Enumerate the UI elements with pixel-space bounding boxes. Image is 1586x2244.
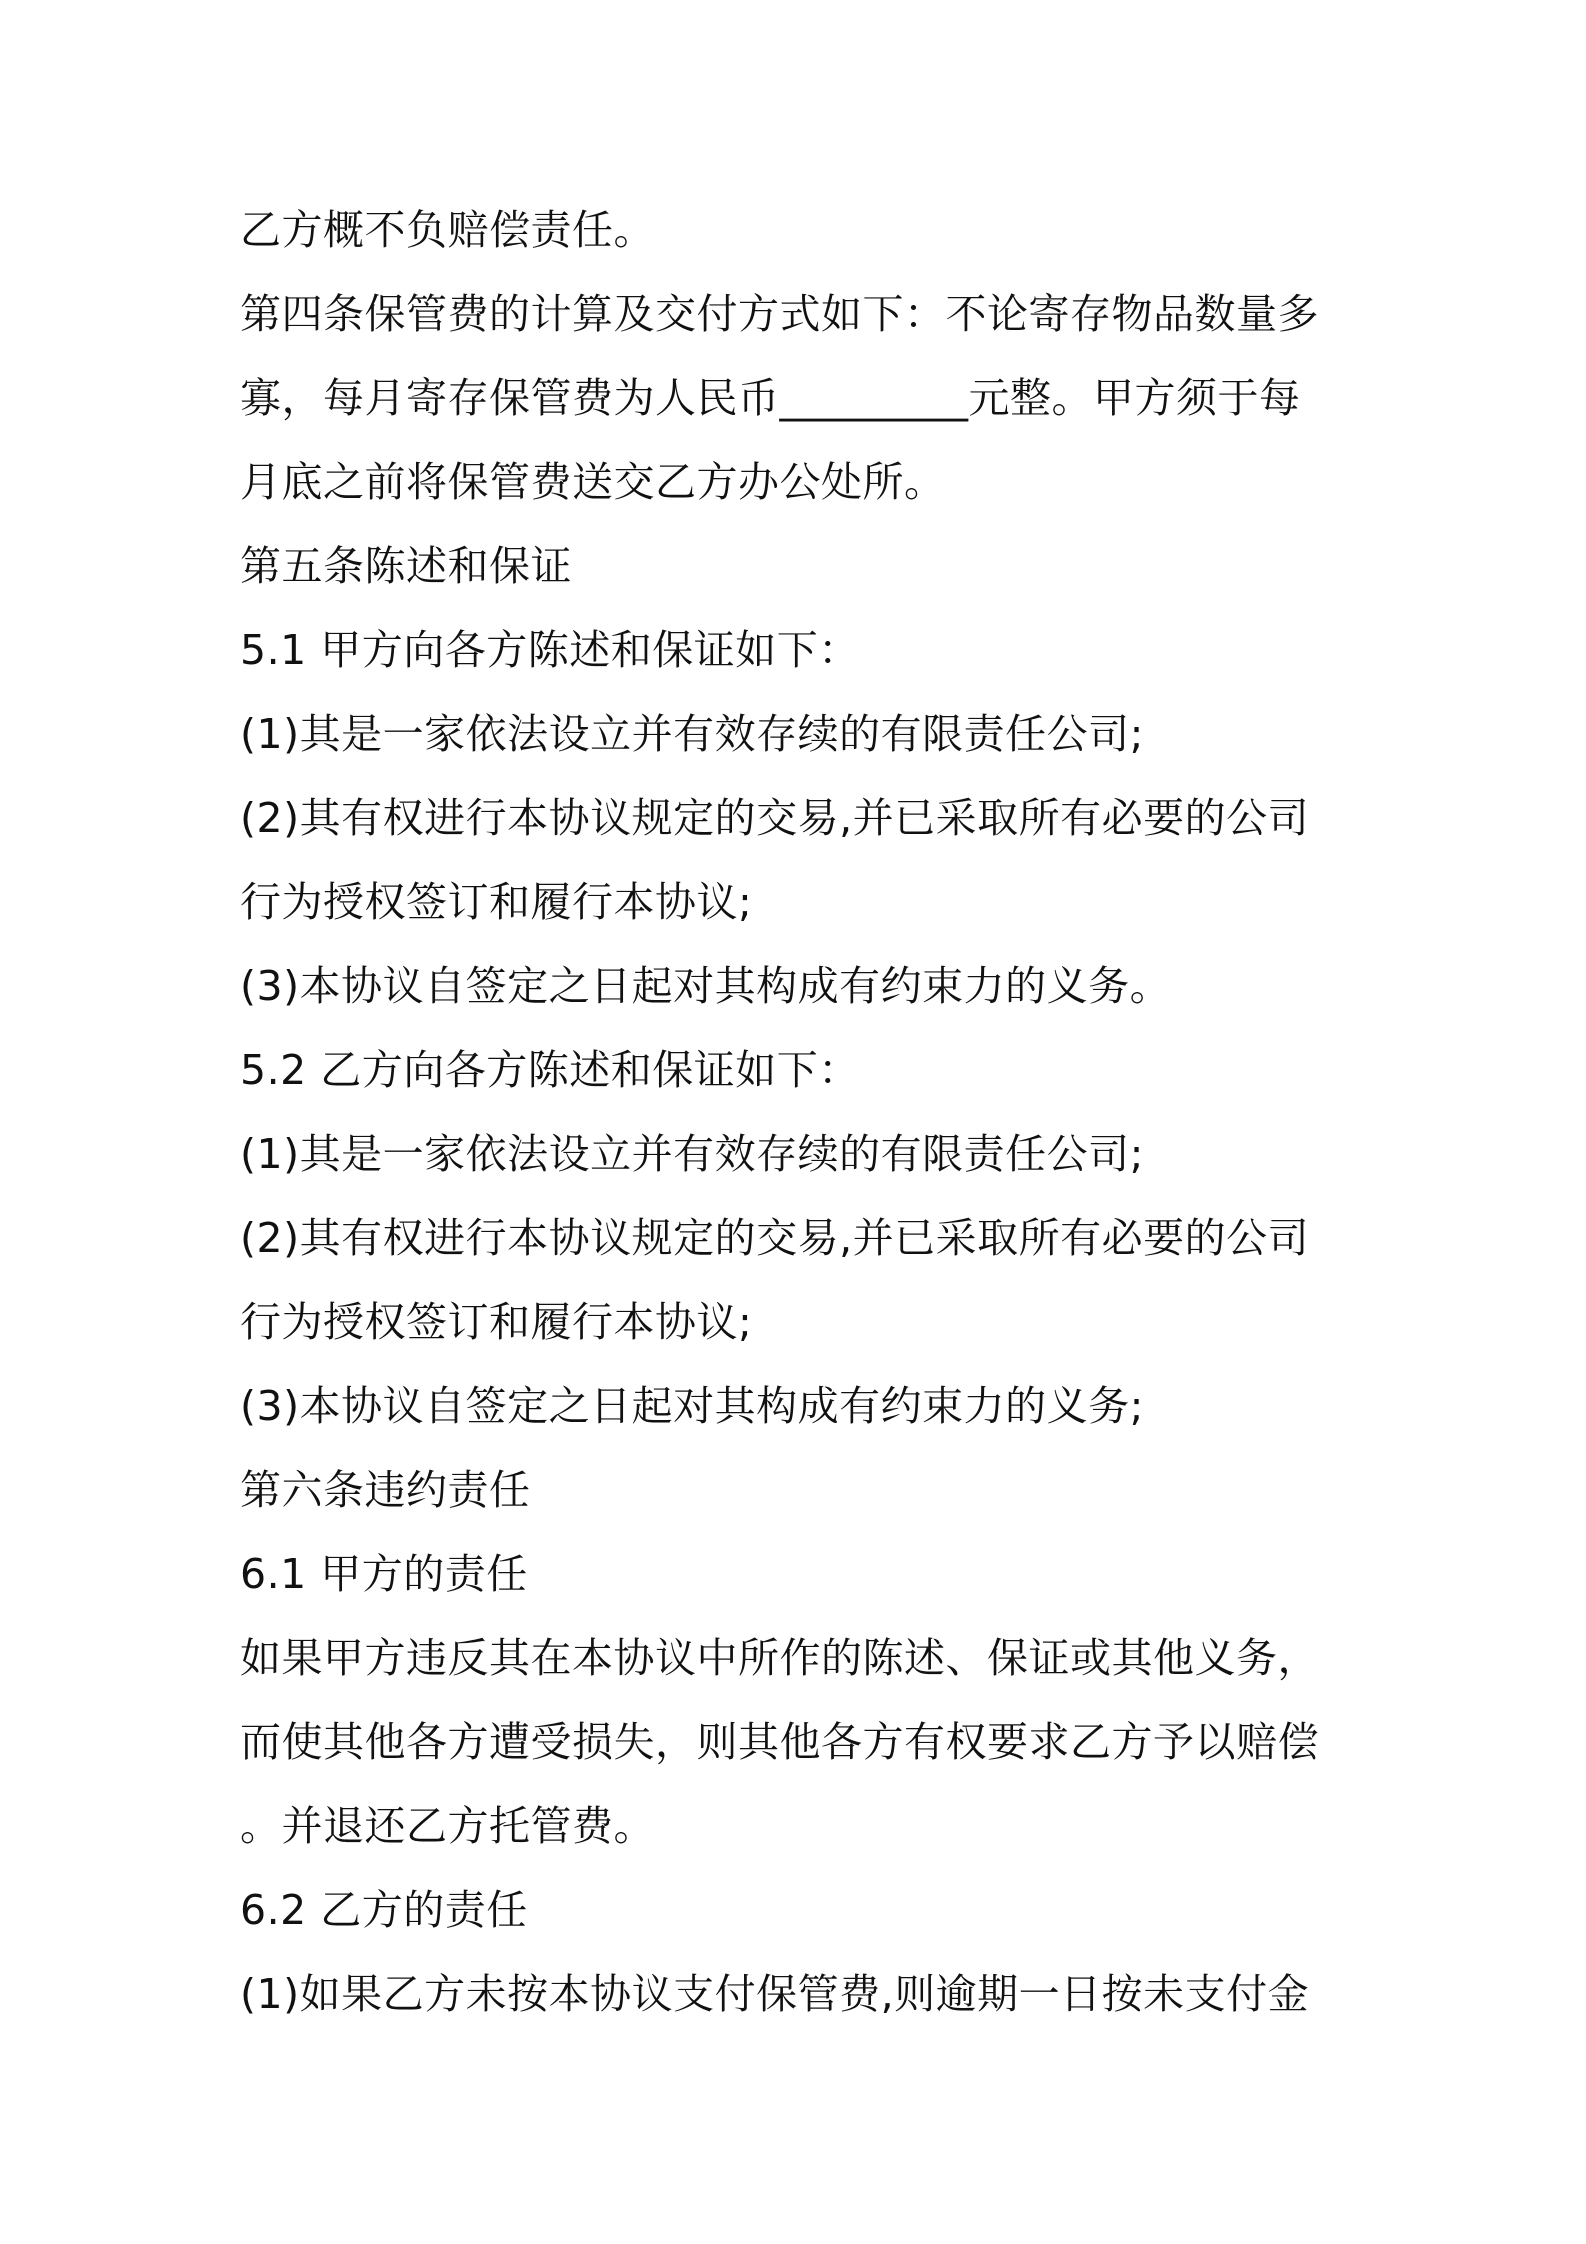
list-item: (3)本协议自签定之日起对其构成有约束力的义务; <box>240 1382 1144 1430</box>
text-line: 寡，每月寄存保管费为人民币_________元整。甲方须于每 <box>240 374 1301 422</box>
list-item: (2)其有权进行本协议规定的交易,并已采取所有必要的公司 <box>240 1214 1310 1262</box>
text-line: 行为授权签订和履行本协议; <box>240 1298 753 1346</box>
text-line: 而使其他各方遭受损失，则其他各方有权要求乙方予以赔偿 <box>240 1718 1319 1766</box>
section-heading: 第五条陈述和保证 <box>240 542 572 590</box>
text-line: 乙方概不负赔偿责任。 <box>240 206 655 254</box>
text-line: 行为授权签订和履行本协议; <box>240 878 753 926</box>
list-item: (3)本协议自签定之日起对其构成有约束力的义务。 <box>240 962 1172 1010</box>
clause-heading: 6.1 甲方的责任 <box>240 1550 528 1598</box>
text-line: 。并退还乙方托管费。 <box>240 1802 655 1850</box>
list-item: (1)其是一家依法设立并有效存续的有限责任公司; <box>240 1130 1144 1178</box>
clause-heading: 6.2 乙方的责任 <box>240 1886 528 1934</box>
text-line: 第四条保管费的计算及交付方式如下：不论寄存物品数量多 <box>240 290 1319 338</box>
clause-heading: 5.2 乙方向各方陈述和保证如下： <box>240 1046 860 1094</box>
list-item: (1)其是一家依法设立并有效存续的有限责任公司; <box>240 710 1144 758</box>
text-line: 如果甲方违反其在本协议中所作的陈述、保证或其他义务， <box>240 1634 1319 1682</box>
section-heading: 第六条违约责任 <box>240 1466 531 1514</box>
clause-heading: 5.1 甲方向各方陈述和保证如下： <box>240 626 860 674</box>
text-line: 月底之前将保管费送交乙方办公处所。 <box>240 458 946 506</box>
list-item: (2)其有权进行本协议规定的交易,并已采取所有必要的公司 <box>240 794 1310 842</box>
list-item: (1)如果乙方未按本协议支付保管费,则逾期一日按未支付金 <box>240 1970 1310 2018</box>
document-body <box>240 188 1360 2036</box>
